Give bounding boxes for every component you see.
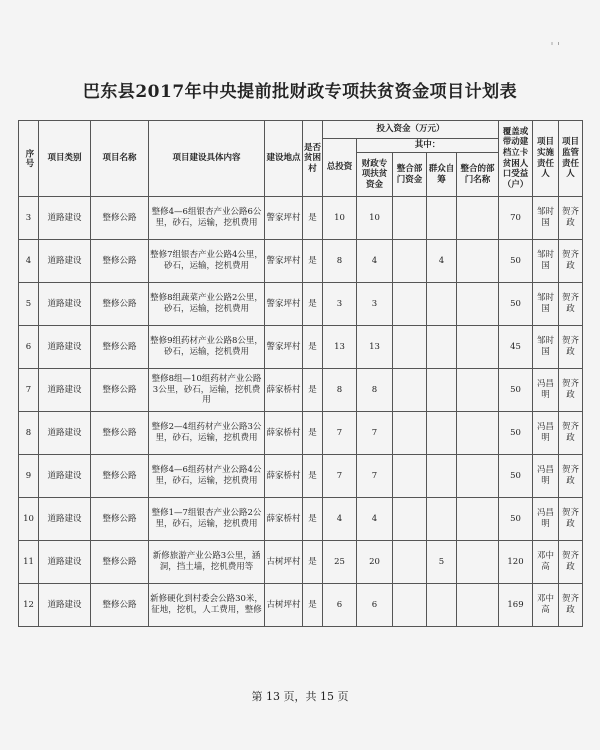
header-investment-group: 投入资金（万元）: [323, 121, 499, 139]
header-among: 其中：: [357, 139, 499, 153]
cell-self: [427, 455, 457, 498]
cell-category: 道路建设: [39, 197, 91, 240]
cell-supervisor: 贺齐政: [559, 197, 583, 240]
header-location: 建设地点: [265, 121, 303, 197]
cell-supervisor: 贺齐政: [559, 412, 583, 455]
cell-name: 整修公路: [91, 197, 149, 240]
cell-seq: 6: [19, 326, 39, 369]
table-row: [19, 240, 583, 283]
cell-dept: [393, 455, 427, 498]
cell-name: 整修公路: [91, 369, 149, 412]
cell-implementer: 邹时国: [533, 197, 559, 240]
header-seq: 序号: [19, 121, 39, 197]
table-row: [19, 541, 583, 584]
page-title: 巴东县2017年中央提前批财政专项扶贫资金项目计划表: [82, 82, 518, 102]
cell-category: 道路建设: [39, 455, 91, 498]
cell-seq: 11: [19, 541, 39, 584]
cell-fiscal: 13: [357, 326, 393, 369]
cell-self: 4: [427, 240, 457, 283]
cell-self: [427, 584, 457, 627]
table-row: [19, 584, 583, 627]
cell-total: 7: [323, 412, 357, 455]
cell-self: [427, 283, 457, 326]
cell-location: 警家坪村: [265, 197, 303, 240]
cell-dept_name: [457, 498, 499, 541]
cell-fiscal: 20: [357, 541, 393, 584]
cell-benefit: 120: [499, 541, 533, 584]
cell-supervisor: 贺齐政: [559, 240, 583, 283]
cell-dept_name: [457, 584, 499, 627]
header-category: 项目类别: [39, 121, 91, 197]
cell-poor: 是: [303, 412, 323, 455]
cell-benefit: 45: [499, 326, 533, 369]
cell-category: 道路建设: [39, 240, 91, 283]
cell-total: 3: [323, 283, 357, 326]
cell-dept: [393, 240, 427, 283]
cell-location: 警家坪村: [265, 283, 303, 326]
cell-poor: 是: [303, 240, 323, 283]
table-row: [19, 412, 583, 455]
cell-benefit: 50: [499, 240, 533, 283]
cell-fiscal: 6: [357, 584, 393, 627]
cell-self: [427, 197, 457, 240]
cell-seq: 4: [19, 240, 39, 283]
cell-benefit: 50: [499, 369, 533, 412]
cell-dept_name: [457, 541, 499, 584]
cell-category: 道路建设: [39, 541, 91, 584]
cell-supervisor: 贺齐政: [559, 326, 583, 369]
cell-benefit: 169: [499, 584, 533, 627]
cell-implementer: 邓中高: [533, 541, 559, 584]
cell-dept_name: [457, 369, 499, 412]
cell-fiscal: 4: [357, 240, 393, 283]
cell-dept: [393, 584, 427, 627]
cell-supervisor: 贺齐政: [559, 584, 583, 627]
cell-total: 8: [323, 369, 357, 412]
cell-benefit: 50: [499, 283, 533, 326]
cell-poor: 是: [303, 498, 323, 541]
cell-dept_name: [457, 197, 499, 240]
cell-benefit: 50: [499, 412, 533, 455]
cell-total: 7: [323, 455, 357, 498]
cell-implementer: 冯昌明: [533, 498, 559, 541]
cell-location: 薛家桥村: [265, 498, 303, 541]
cell-content: 整修7组银杏产业公路4公里，砂石，运输，挖机费用: [149, 240, 265, 283]
header-supervisor: 项目监管责任人: [559, 121, 583, 197]
cell-dept: [393, 412, 427, 455]
header-dept: 整合部门资金: [393, 153, 427, 197]
cell-self: [427, 412, 457, 455]
corner-mark: ' ': [550, 40, 560, 53]
cell-poor: 是: [303, 369, 323, 412]
cell-dept: [393, 283, 427, 326]
header-content: 项目建设具体内容: [149, 121, 265, 197]
header-implementer: 项目实施责任人: [533, 121, 559, 197]
cell-total: 25: [323, 541, 357, 584]
cell-content: 新修硬化到村委会公路30米，征地，挖机，人工费用，整修: [149, 584, 265, 627]
cell-poor: 是: [303, 283, 323, 326]
cell-fiscal: 4: [357, 498, 393, 541]
cell-fiscal: 10: [357, 197, 393, 240]
cell-seq: 8: [19, 412, 39, 455]
header-name: 项目名称: [91, 121, 149, 197]
header-fiscal: 财政专项扶贫资金: [357, 153, 393, 197]
cell-name: 整修公路: [91, 498, 149, 541]
cell-content: 整修8组—10组药材产业公路3公里，砂石，运输，挖机费用: [149, 369, 265, 412]
cell-content: 新修旅游产业公路3公里，涵洞，挡土墙，挖机费用等: [149, 541, 265, 584]
table-row: [19, 326, 583, 369]
cell-dept: [393, 197, 427, 240]
cell-content: 整修4—6组银杏产业公路6公里，砂石，运输，挖机费用: [149, 197, 265, 240]
cell-dept_name: [457, 455, 499, 498]
cell-content: 整修2—4组药材产业公路3公里，砂石，运输，挖机费用: [149, 412, 265, 455]
cell-poor: 是: [303, 541, 323, 584]
cell-content: 整修4—6组药材产业公路4公里，砂石，运输，挖机费用: [149, 455, 265, 498]
table-row: [19, 283, 583, 326]
cell-benefit: 70: [499, 197, 533, 240]
cell-dept_name: [457, 283, 499, 326]
cell-content: 整修1—7组银杏产业公路2公里，砂石，运输，挖机费用: [149, 498, 265, 541]
cell-implementer: 邹时国: [533, 283, 559, 326]
cell-self: [427, 369, 457, 412]
cell-location: 警家坪村: [265, 240, 303, 283]
cell-content: 整修9组药材产业公路8公里，砂石，运输，挖机费用: [149, 326, 265, 369]
cell-name: 整修公路: [91, 283, 149, 326]
cell-total: 10: [323, 197, 357, 240]
cell-seq: 9: [19, 455, 39, 498]
header-dept-name: 整合的部门名称: [457, 153, 499, 197]
cell-total: 6: [323, 584, 357, 627]
cell-seq: 5: [19, 283, 39, 326]
cell-content: 整修8组蔬菜产业公路2公里，砂石，运输，挖机费用: [149, 283, 265, 326]
cell-dept: [393, 541, 427, 584]
cell-supervisor: 贺齐政: [559, 541, 583, 584]
cell-fiscal: 7: [357, 455, 393, 498]
cell-poor: 是: [303, 584, 323, 627]
cell-name: 整修公路: [91, 326, 149, 369]
cell-category: 道路建设: [39, 412, 91, 455]
cell-location: 警家坪村: [265, 326, 303, 369]
table-row: [19, 455, 583, 498]
cell-location: 古树坪村: [265, 541, 303, 584]
page-footer: 第 13 页，共 15 页: [251, 690, 349, 703]
cell-dept: [393, 369, 427, 412]
header-poor-village: 是否贫困村: [303, 121, 323, 197]
cell-name: 整修公路: [91, 541, 149, 584]
cell-name: 整修公路: [91, 412, 149, 455]
header-total: 总投资: [323, 139, 357, 197]
cell-category: 道路建设: [39, 326, 91, 369]
cell-category: 道路建设: [39, 283, 91, 326]
cell-fiscal: 7: [357, 412, 393, 455]
cell-dept_name: [457, 326, 499, 369]
cell-seq: 3: [19, 197, 39, 240]
cell-category: 道路建设: [39, 498, 91, 541]
cell-implementer: 邹时国: [533, 326, 559, 369]
cell-name: 整修公路: [91, 455, 149, 498]
cell-implementer: 冯昌明: [533, 455, 559, 498]
table-row: [19, 197, 583, 240]
cell-implementer: 冯昌明: [533, 369, 559, 412]
cell-location: 薛家桥村: [265, 455, 303, 498]
cell-name: 整修公路: [91, 240, 149, 283]
cell-dept: [393, 326, 427, 369]
cell-location: 薛家桥村: [265, 369, 303, 412]
cell-seq: 12: [19, 584, 39, 627]
cell-supervisor: 贺齐政: [559, 498, 583, 541]
cell-benefit: 50: [499, 498, 533, 541]
project-plan-table: [18, 120, 583, 627]
cell-dept_name: [457, 412, 499, 455]
cell-fiscal: 3: [357, 283, 393, 326]
cell-dept: [393, 498, 427, 541]
cell-implementer: 邹时国: [533, 240, 559, 283]
cell-self: [427, 326, 457, 369]
cell-location: 薛家桥村: [265, 412, 303, 455]
cell-poor: 是: [303, 326, 323, 369]
cell-poor: 是: [303, 455, 323, 498]
cell-supervisor: 贺齐政: [559, 455, 583, 498]
cell-location: 古树坪村: [265, 584, 303, 627]
cell-total: 13: [323, 326, 357, 369]
cell-total: 8: [323, 240, 357, 283]
cell-total: 4: [323, 498, 357, 541]
cell-dept_name: [457, 240, 499, 283]
table-row: [19, 369, 583, 412]
cell-category: 道路建设: [39, 584, 91, 627]
header-beneficiaries: 覆盖或带动建档立卡贫困人口受益（户）: [499, 121, 533, 197]
cell-implementer: 冯昌明: [533, 412, 559, 455]
cell-self: 5: [427, 541, 457, 584]
cell-supervisor: 贺齐政: [559, 283, 583, 326]
cell-fiscal: 8: [357, 369, 393, 412]
cell-category: 道路建设: [39, 369, 91, 412]
header-self-raised: 群众自筹: [427, 153, 457, 197]
cell-name: 整修公路: [91, 584, 149, 627]
cell-seq: 10: [19, 498, 39, 541]
table-row: [19, 498, 583, 541]
cell-seq: 7: [19, 369, 39, 412]
cell-implementer: 邓中高: [533, 584, 559, 627]
cell-self: [427, 498, 457, 541]
cell-supervisor: 贺齐政: [559, 369, 583, 412]
cell-poor: 是: [303, 197, 323, 240]
cell-benefit: 50: [499, 455, 533, 498]
